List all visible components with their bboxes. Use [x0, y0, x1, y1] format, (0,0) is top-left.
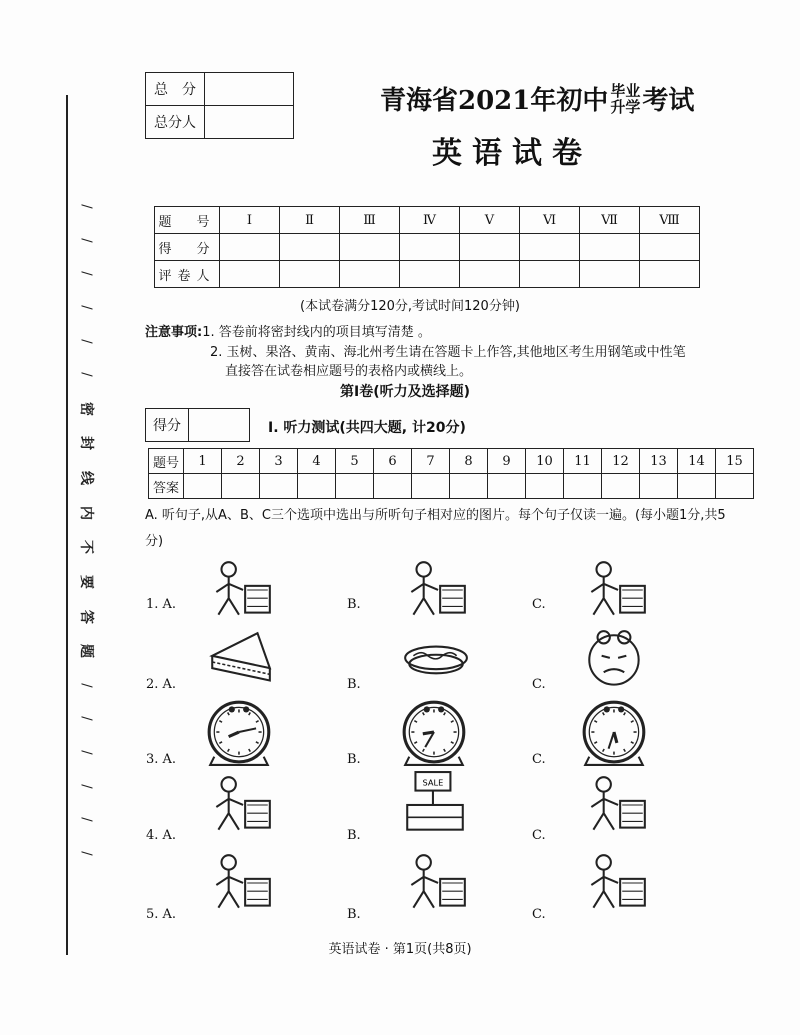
score-cell[interactable]	[340, 234, 400, 261]
option-label[interactable]: 2. A.	[146, 677, 177, 692]
option-picture[interactable]	[400, 848, 470, 924]
answer-table	[148, 448, 754, 499]
seal-slash: /	[78, 204, 94, 209]
score-cell[interactable]	[400, 234, 460, 261]
answer-cell[interactable]	[640, 474, 678, 499]
question-number-cell: 6	[374, 449, 412, 474]
seal-slash: /	[78, 271, 94, 276]
grader-cell[interactable]	[580, 261, 640, 288]
option-label[interactable]: C.	[532, 597, 546, 612]
answer-cell[interactable]	[716, 474, 754, 499]
option-label[interactable]: B.	[347, 828, 361, 843]
answer-cell[interactable]	[298, 474, 336, 499]
question-number-cell: 14	[678, 449, 716, 474]
option-picture[interactable]	[205, 770, 275, 846]
part-score-field[interactable]	[189, 409, 250, 442]
question-number-cell: 12	[602, 449, 640, 474]
seal-char: 答	[78, 609, 94, 624]
seal-column	[74, 200, 98, 860]
section-title: 第Ⅰ卷(听力及选择题)	[340, 384, 471, 400]
seal-slash: /	[78, 851, 94, 856]
answer-cell[interactable]	[336, 474, 374, 499]
answer-cell[interactable]	[564, 474, 602, 499]
question-number-cell: 7	[412, 449, 450, 474]
column-header: Ⅶ	[580, 207, 640, 234]
grader-cell[interactable]	[400, 261, 460, 288]
question-number-cell: 1	[184, 449, 222, 474]
answer-table-answer-label: 答案	[149, 474, 184, 499]
grader-cell[interactable]	[220, 261, 280, 288]
answer-cell[interactable]	[222, 474, 260, 499]
scorer-field[interactable]	[205, 106, 294, 139]
column-header: Ⅱ	[280, 207, 340, 234]
bedroom-picture	[580, 848, 650, 920]
answer-cell[interactable]	[184, 474, 222, 499]
clock-picture	[580, 695, 650, 767]
score-cell[interactable]	[220, 234, 280, 261]
seal-char: 封	[78, 436, 94, 451]
question-number-cell: 10	[526, 449, 564, 474]
question-number-cell: 5	[336, 449, 374, 474]
row-label-question: 题 号	[155, 207, 220, 234]
option-picture[interactable]	[400, 770, 470, 846]
sandwich-picture	[205, 627, 275, 699]
clock-picture	[400, 695, 470, 767]
option-label[interactable]: B.	[347, 752, 361, 767]
exam-title-stack	[610, 83, 640, 115]
car-repair-picture	[205, 555, 275, 627]
score-cell[interactable]	[520, 234, 580, 261]
answer-cell[interactable]	[602, 474, 640, 499]
reading-together-picture	[400, 555, 470, 627]
seal-slash: /	[78, 750, 94, 755]
option-picture[interactable]	[580, 627, 650, 703]
question-number-cell: 9	[488, 449, 526, 474]
question-score-table	[154, 206, 700, 288]
messy-room-picture	[400, 848, 470, 920]
option-label[interactable]: C.	[532, 752, 546, 767]
answer-cell[interactable]	[526, 474, 564, 499]
exam-title-part1: 青海省2021年初中	[380, 86, 609, 116]
total-score-box	[145, 72, 294, 139]
sweeping-picture	[205, 848, 275, 920]
answer-cell[interactable]	[450, 474, 488, 499]
grader-cell[interactable]	[520, 261, 580, 288]
scorer-label: 总分人	[146, 106, 205, 139]
page-footer: 英语试卷 · 第1页(共8页)	[328, 942, 472, 957]
answer-cell[interactable]	[488, 474, 526, 499]
answer-cell[interactable]	[374, 474, 412, 499]
notes-item2b: 直接答在试卷相应题号的表格内或横线上。	[225, 364, 473, 379]
grader-cell[interactable]	[340, 261, 400, 288]
question-number-cell: 4	[298, 449, 336, 474]
column-header: Ⅳ	[400, 207, 460, 234]
exam-title	[380, 80, 694, 117]
seal-char: 线	[78, 471, 94, 485]
subject-title: 英语试卷	[432, 136, 592, 171]
yard-sale-picture	[400, 770, 470, 842]
column-header: Ⅰ	[220, 207, 280, 234]
seal-slash: /	[78, 237, 94, 243]
option-label[interactable]: C.	[532, 907, 546, 922]
option-label[interactable]: C.	[532, 677, 546, 692]
option-label[interactable]: B.	[347, 677, 361, 692]
option-label[interactable]: B.	[347, 907, 361, 922]
question-number-cell: 2	[222, 449, 260, 474]
answer-cell[interactable]	[260, 474, 298, 499]
answer-cell[interactable]	[678, 474, 716, 499]
seal-slash: /	[78, 372, 94, 377]
sick-face-picture	[580, 627, 650, 699]
option-picture[interactable]	[580, 695, 650, 771]
seal-char: 内	[78, 505, 94, 520]
exam-title-stack-bottom: 升学	[610, 97, 641, 116]
part-score-box	[145, 408, 250, 442]
total-score-field[interactable]	[205, 73, 294, 106]
answer-table-number-label: 题号	[149, 449, 184, 474]
score-cell[interactable]	[580, 234, 640, 261]
exam-title-part2: 考试	[642, 86, 695, 116]
notes-label: 注意事项:	[145, 325, 203, 340]
option-picture[interactable]	[205, 848, 275, 924]
option-picture[interactable]	[205, 627, 275, 703]
seal-slash: /	[78, 305, 94, 310]
seal-slash: /	[78, 683, 94, 688]
option-picture[interactable]	[580, 848, 650, 924]
kids-playing-picture	[580, 770, 650, 842]
question-number-cell: 8	[450, 449, 488, 474]
part-score-label: 得分	[146, 409, 189, 442]
exam-info: (本试卷满分120分,考试时间120分钟)	[300, 299, 520, 314]
option-label[interactable]: 5. A.	[146, 907, 177, 922]
svg-text:SALE: SALE	[422, 777, 444, 788]
exam-title-stack-top: 毕业	[610, 81, 641, 100]
seal-char: 密	[78, 401, 94, 416]
notes-line1	[145, 321, 431, 340]
option-picture[interactable]	[400, 695, 470, 771]
option-label[interactable]: 1. A.	[146, 597, 177, 612]
seal-line	[66, 95, 68, 955]
picnic-picture	[205, 770, 275, 842]
clock-picture	[205, 695, 275, 767]
option-label[interactable]: C.	[532, 828, 546, 843]
family-watching-tv-picture	[580, 555, 650, 627]
option-label[interactable]: 3. A.	[146, 752, 177, 767]
option-picture[interactable]	[205, 555, 275, 631]
notes-item1: 1. 答卷前将密封线内的项目填写清楚 。	[202, 325, 431, 340]
seal-char: 题	[78, 644, 94, 659]
question-number-cell: 11	[564, 449, 602, 474]
seal-slash: /	[78, 817, 94, 822]
total-score-label: 总 分	[146, 73, 205, 106]
seal-slash: /	[78, 783, 94, 789]
score-cell[interactable]	[640, 234, 700, 261]
option-picture[interactable]	[205, 695, 275, 771]
grader-cell[interactable]	[460, 261, 520, 288]
option-label[interactable]: B.	[347, 597, 361, 612]
question-number-cell: 3	[260, 449, 298, 474]
option-picture[interactable]	[400, 555, 470, 631]
notes-item2: 2. 玉树、果洛、黄南、海北州考生请在答题卡上作答,其他地区考生用钢笔或中性笔	[210, 345, 686, 360]
option-picture[interactable]	[580, 555, 650, 631]
column-header: Ⅷ	[640, 207, 700, 234]
question-number-cell: 13	[640, 449, 678, 474]
seal-slash: /	[78, 338, 94, 344]
seal-slash: /	[78, 716, 94, 722]
question-number-cell: 15	[716, 449, 754, 474]
column-header: Ⅴ	[460, 207, 520, 234]
score-cell[interactable]	[280, 234, 340, 261]
row-label-grader: 评卷人	[155, 261, 220, 288]
hot-dog-picture	[400, 627, 470, 699]
column-header: Ⅵ	[520, 207, 580, 234]
option-label[interactable]: 4. A.	[146, 828, 177, 843]
option-picture[interactable]	[400, 627, 470, 703]
seal-char: 不	[78, 540, 94, 555]
part-title: I. 听力测试(共四大题, 计20分)	[268, 420, 466, 436]
row-label-score: 得 分	[155, 234, 220, 261]
option-picture[interactable]	[580, 770, 650, 846]
instruction-text: A. 听句子,从A、B、C三个选项中选出与所听句子相对应的图片。每个句子仅读一遍。(每小题1分,共5分)	[145, 508, 726, 549]
seal-char: 要	[78, 574, 94, 589]
answer-cell[interactable]	[412, 474, 450, 499]
grader-cell[interactable]	[280, 261, 340, 288]
score-cell[interactable]	[460, 234, 520, 261]
grader-cell[interactable]	[640, 261, 700, 288]
column-header: Ⅲ	[340, 207, 400, 234]
